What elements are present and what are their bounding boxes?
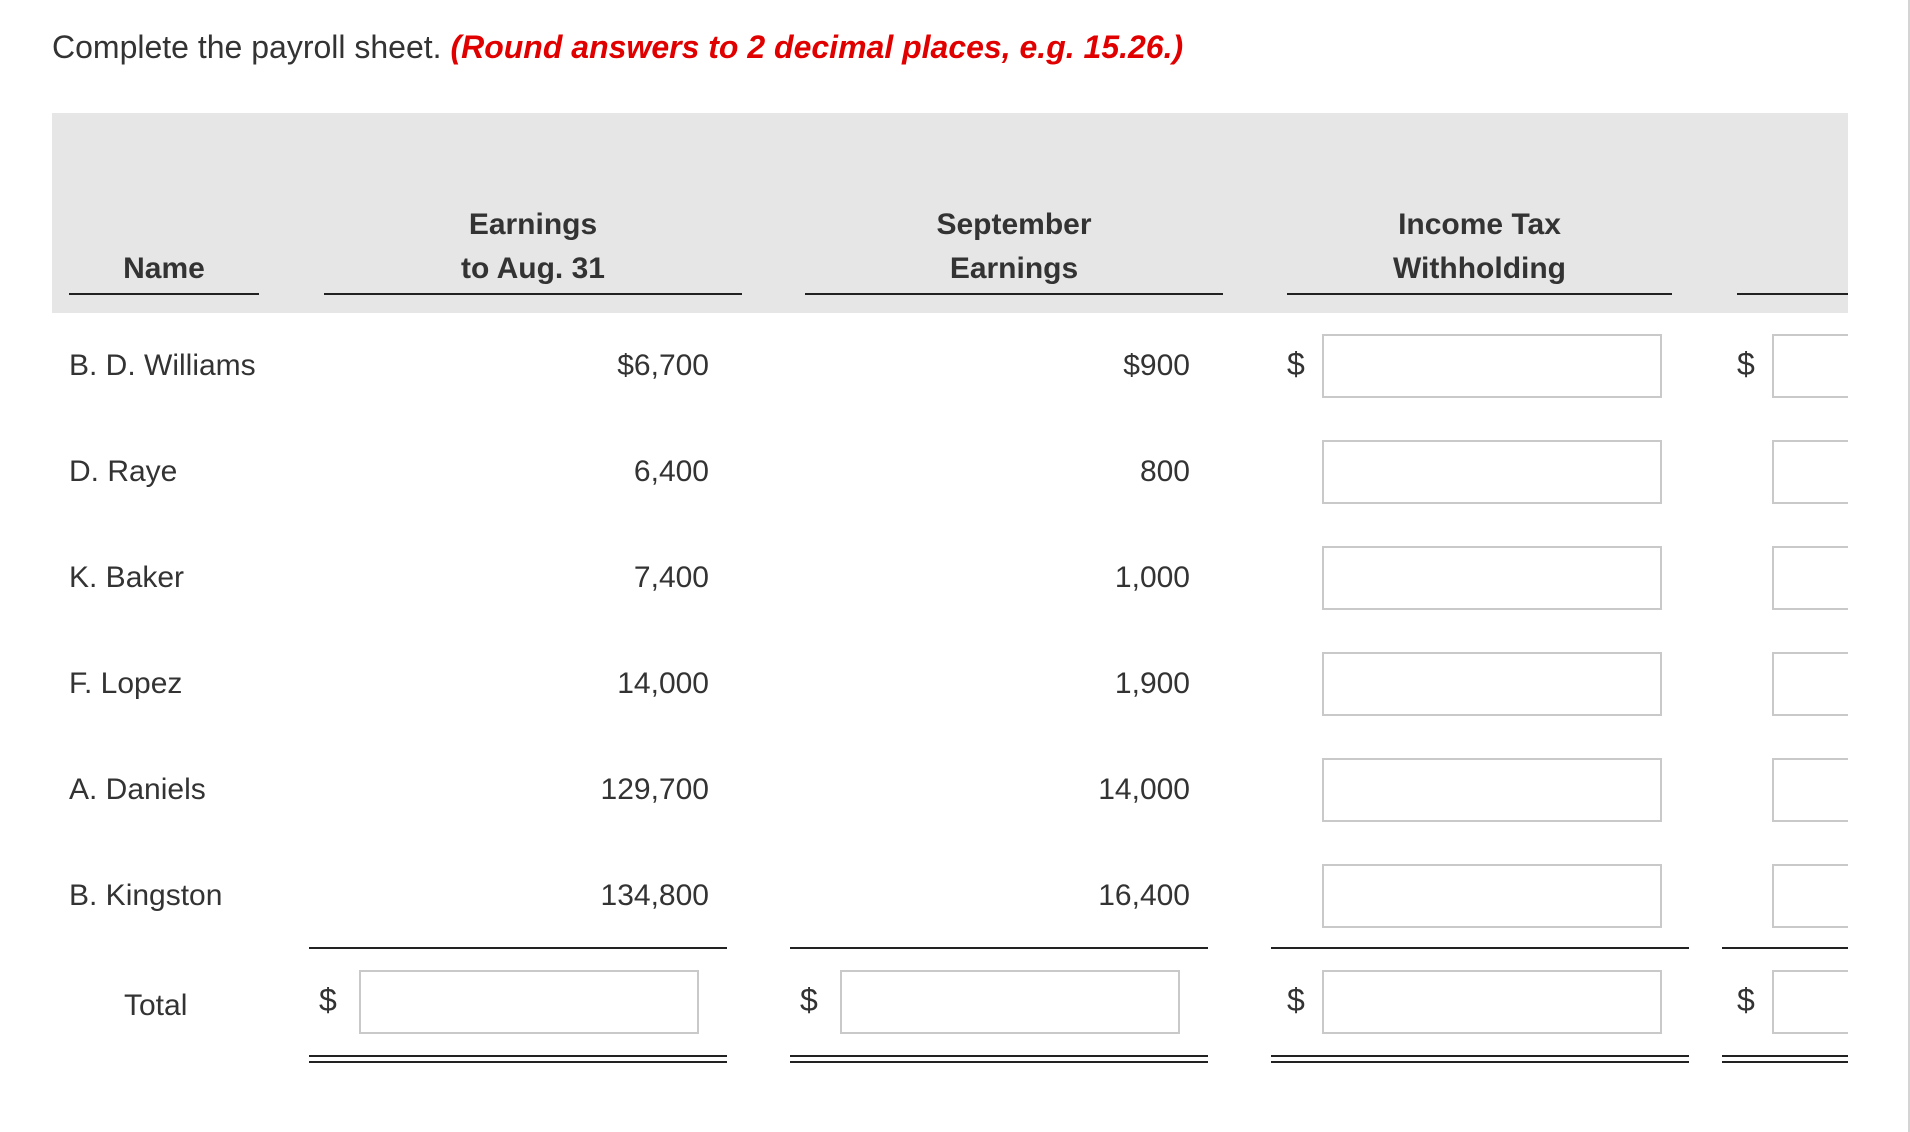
double-rule-september [790, 1055, 1208, 1063]
earnings-to-aug-value: 14,000 [617, 667, 709, 700]
income-tax-input[interactable] [1322, 652, 1662, 716]
dollar-sign: $ [319, 982, 337, 1018]
income-tax-input[interactable] [1322, 758, 1662, 822]
employee-name: K. Baker [69, 561, 185, 594]
income-tax-input[interactable] [1322, 864, 1662, 928]
income-tax-input[interactable] [1322, 334, 1662, 398]
total-income-tax-input[interactable] [1322, 970, 1662, 1034]
header-earnings-to-aug [324, 203, 742, 291]
income-tax-input[interactable] [1322, 546, 1662, 610]
total-next-column-input[interactable] [1772, 970, 1848, 1034]
next-column-input[interactable] [1772, 334, 1848, 398]
next-column-input[interactable] [1772, 440, 1848, 504]
rounding-hint: (Round answers to 2 decimal places, e.g. 15.26.) [450, 29, 1184, 65]
september-earnings-value: 1,900 [1114, 667, 1190, 700]
header-income-tax-line-2: Withholding [1393, 252, 1566, 285]
september-earnings-value: 16,400 [1098, 879, 1190, 912]
next-column-input[interactable] [1772, 864, 1848, 928]
header-earnings-line-1: Earnings [468, 208, 598, 241]
sum-rule-earnings [309, 947, 727, 949]
september-earnings-value: $900 [1123, 349, 1190, 382]
header-income-tax-underline [1287, 293, 1672, 295]
header-name-underline [69, 293, 259, 295]
september-earnings-value: 800 [1139, 455, 1190, 488]
instruction [52, 27, 1183, 67]
employee-name: B. Kingston [69, 879, 223, 912]
double-rule-earnings [309, 1055, 727, 1063]
header-september-underline [805, 293, 1223, 295]
header-income-tax [1287, 203, 1672, 291]
employee-name: D. Raye [69, 455, 178, 488]
payroll-sheet [52, 113, 1848, 1113]
header-next-column-underline [1737, 293, 1848, 295]
next-column-input[interactable] [1772, 758, 1848, 822]
double-rule-next-column [1722, 1055, 1848, 1063]
header-name [69, 247, 259, 291]
september-earnings-value: 14,000 [1098, 773, 1190, 806]
header-earnings-underline [324, 293, 742, 295]
next-column-input[interactable] [1772, 652, 1848, 716]
dollar-sign: $ [1287, 346, 1305, 382]
earnings-to-aug-value: 134,800 [600, 879, 709, 912]
dollar-sign: $ [1287, 982, 1305, 1018]
earnings-to-aug-value: 6,400 [633, 455, 709, 488]
total-earnings-to-aug-input[interactable] [359, 970, 699, 1034]
earnings-to-aug-value: 7,400 [633, 561, 709, 594]
header-income-tax-line-1: Income Tax [1398, 208, 1561, 241]
header-earnings-line-2: to Aug. 31 [461, 252, 605, 285]
dollar-sign: $ [1737, 982, 1755, 1018]
earnings-to-aug-value: 129,700 [600, 773, 709, 806]
dollar-sign: $ [1737, 346, 1755, 382]
september-earnings-value: 1,000 [1114, 561, 1190, 594]
sum-rule-september [790, 947, 1208, 949]
employee-name: F. Lopez [69, 667, 183, 700]
sum-rule-next-column [1722, 947, 1848, 949]
total-september-earnings-input[interactable] [840, 970, 1180, 1034]
employee-name: B. D. Williams [69, 349, 256, 382]
earnings-to-aug-value: $6,700 [617, 349, 709, 382]
header-september-line-1: September [936, 208, 1092, 241]
income-tax-input[interactable] [1322, 440, 1662, 504]
dollar-sign: $ [800, 982, 818, 1018]
employee-name: A. Daniels [69, 773, 206, 806]
header-september-line-2: Earnings [949, 252, 1079, 285]
total-label: Total [124, 989, 188, 1022]
instruction-text: Complete the payroll sheet. [52, 29, 451, 65]
double-rule-income-tax [1271, 1055, 1689, 1063]
header-september-earnings [805, 203, 1223, 291]
sum-rule-income-tax [1271, 947, 1689, 949]
header-name-label: Name [123, 252, 205, 285]
next-column-input[interactable] [1772, 546, 1848, 610]
